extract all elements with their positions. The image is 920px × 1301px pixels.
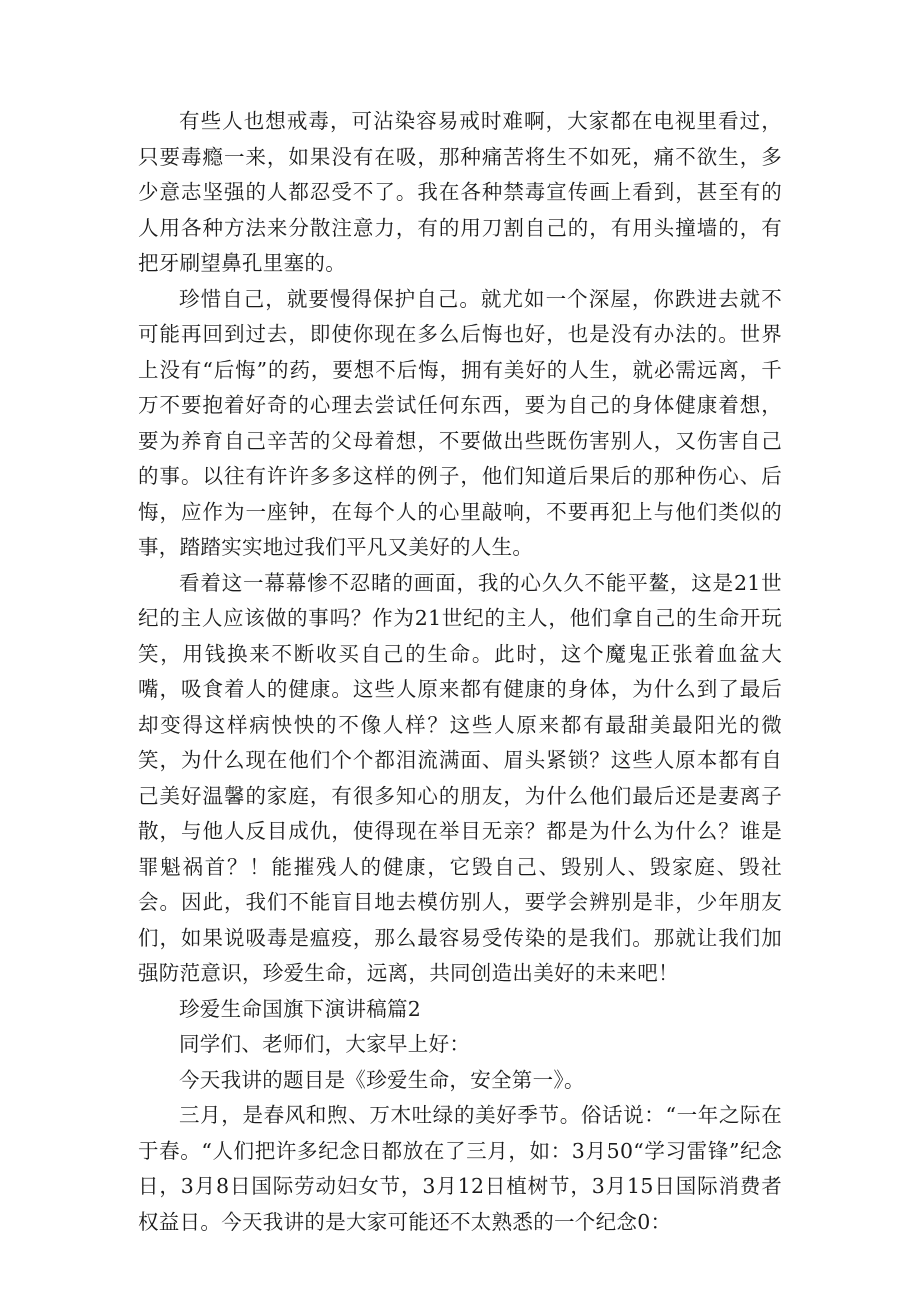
paragraph-addiction: 有些人也想戒毒，可沾染容易戒时难啊，大家都在电视里看过，只要毒瘾一来，如果没有在吸，那种痛苦将生不如死，痛不欲生，多少意志坚强的人都忍受不了。我在各种禁毒宣传画上看到，甚至有的人用各种方法来分散注意力，有的用刀割自己的，有用头撞墙的，有把牙刷望鼻孔里塞的。 <box>138 109 782 275</box>
document-page <box>138 104 782 1240</box>
paragraph-topic: 今天我讲的题目是《珍爱生命，安全第一》。 <box>179 1067 585 1092</box>
section-heading: 珍爱生命国旗下演讲稿篇2 <box>179 996 422 1021</box>
paragraph-cherish-self: 珍惜自己，就要慢得保护自己。就尤如一个深屋，你跌进去就不可能再回到过去，即使你现在多么后悔也好，也是没有办法的。世界上没有“后悔”的药，要想不后悔，拥有美好的人生，就必需远离，千万不要抱着好奇的心理去尝试任何东西，要为自己的身体健康着想，要为养育自己辛苦的父母着想，不要做出些既伤害别人，又伤害自己的事。以往有许许多多这样的例子，他们知道后果后的那种伤心、后悔，应作为一座钟，在每个人的心里敲响，不要再犯上与他们类似的事，踏踏实实地过我们平凡又美好的人生。 <box>138 286 782 559</box>
paragraph-greeting: 同学们、老师们，大家早上好： <box>179 1032 471 1056</box>
paragraph-march: 三月，是春风和煦、万木吐绿的美好季节。俗话说：“一年之际在于春。“人们把许多纪念日都放在了三月，如：3月50“学习雷锋”纪念日，3月8日国际劳动妇女节，3月12日植树节，3月15日国际消费者权益日。今天我讲的是大家可能还不太熟悉的一个纪念0： <box>138 1103 782 1234</box>
paragraph-21st-century: 看着这一幕幕惨不忍睹的画面，我的心久久不能平鳌，这是21世纪的主人应该做的事吗？作为21世纪的主人，他们拿自己的生命开玩笑，用钱换来不断收买自己的生命。此时，这个魔鬼正张着血盆大嘴，吸食着人的健康。这些人原来都有健康的身体，为什么到了最后却变得这样病怏怏的不像人样？这些人原来都有最甜美最阳光的微笑，为什么现在他们个个都泪流满面、眉头紧锁？这些人原本都有自己美好温馨的家庭，有很多知心的朋友，为什么他们最后还是妻离子散，与他人反目成仇，使得现在举目无亲？都是为什么为什么？谁是罪魁祸首？！能摧残人的健康，它毁自己、毁别人、毁家庭、毁社会。因此，我们不能盲目地去模仿别人，要学会辨别是非，少年朋友们，如果说吸毒是瘟疫，那么最容易受传染的是我们。那就让我们加强防范意识，珍爱生命，远离，共同创造出美好的未来吧！ <box>138 570 782 985</box>
